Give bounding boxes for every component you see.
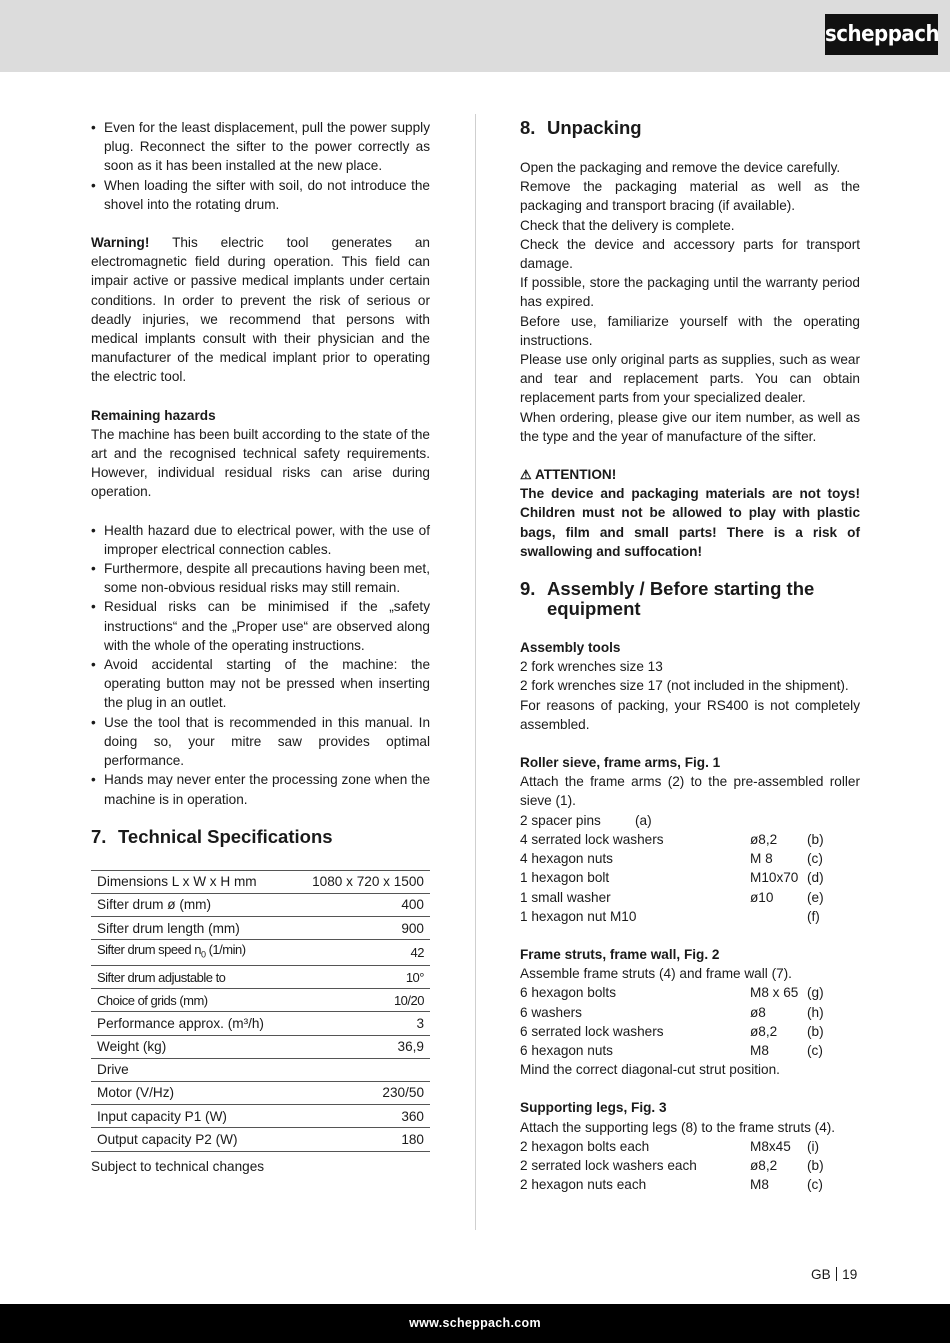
spec-label-text: Output capacity P2 (W) [97,1131,238,1147]
website-url: www.scheppach.com [409,1316,541,1330]
spec-label-text: Dimensions L x W x H mm [97,874,257,890]
table-row [91,966,430,989]
spec-value: 42 [291,940,430,966]
part-ref: (b) [807,831,824,847]
text-line: Before use, familiarize yourself with the operating instructions. [520,313,860,348]
part-size: ø8,2 [750,1157,778,1173]
list-item: • Avoid accidental starting of the machine: the operating button may not be pressed when inserting the plug in an outlet. [91,655,430,713]
page-number [811,1265,857,1284]
page-number-value: 19 [842,1267,858,1282]
table-row [91,1012,430,1035]
part-row [520,830,860,849]
header-bar [0,0,950,72]
spec-label-text: Sifter drum length (mm) [97,920,240,936]
spec-label [91,1082,291,1105]
spec-label-text: Sifter drum adjustable to [97,969,226,985]
spec-label [91,917,291,940]
spec-label-text: Input capacity P1 (W) [97,1108,227,1124]
footer-bar [0,1304,950,1343]
part-name: 6 hexagon nuts [520,1042,613,1058]
part-ref: (e) [807,889,824,905]
list-item: • Use the tool that is recommended in this manual. In doing so, your mitre saw provides optimal performance. [91,713,430,771]
spec-value: 180 [291,1128,430,1151]
part-row [520,983,860,1002]
part-ref: (b) [807,1157,824,1173]
table-row [91,940,430,966]
part-ref: (i) [807,1138,820,1154]
column-divider [475,114,476,1230]
spec-label-text: Sifter drum speed n [97,942,201,958]
text-line: Remove the packaging material as well as the packaging and transport bracing (if available). [520,179,860,214]
spec-value: 10/20 [291,989,430,1012]
safety-bullets [91,118,430,214]
part-row [520,849,860,868]
hazard-bullets [91,521,430,809]
part-row [520,1022,860,1041]
tools-text [520,657,860,734]
list-item: • Hands may never enter the processing zone when the machine is in operation. [91,770,430,808]
table-row [91,989,430,1012]
unpacking-text [520,158,860,446]
part-name: 2 hexagon nuts each [520,1177,647,1193]
assembly-number: 9. [520,578,536,600]
part-cell [520,811,860,830]
frame-title: Frame struts, frame wall, Fig. 2 [520,946,720,962]
spec-label [91,989,291,1012]
part-size [750,907,807,926]
text-line: Please use only original parts as supplies, such as wear and tear and replacement parts. You can obtain replacement parts from your specialized dealer. [520,352,860,406]
part-row [520,888,860,907]
spec-value: 230/50 [291,1082,430,1105]
part-ref: (d) [807,870,824,886]
table-row [91,1128,430,1151]
list-item: • Furthermore, despite all precautions having been met, some non-obvious residual risks may still remain. [91,559,430,597]
part-ref: (h) [807,1004,824,1020]
spec-label-text: Performance approx. (m³/h) [97,1015,264,1031]
part-size: M8 x 65 [750,985,799,1001]
part-name: 6 washers [520,1004,582,1020]
spec-label [91,870,291,893]
spec-table [91,870,430,1152]
part-row [520,868,860,887]
spec-value: 36,9 [291,1035,430,1058]
part-name: 4 serrated lock washers [520,831,664,847]
spec-note: Subject to technical changes [91,1158,265,1174]
list-item: • Health hazard due to electrical power, with the use of improper electrical connection cables. [91,521,430,559]
spec-label [91,1058,291,1081]
assembly-heading [520,579,860,619]
remaining-hazards-text: The machine has been built according to the state of the art and the recognised technical safety requirements. However, individual residual risks can arise during operation. [91,426,430,500]
list-item: • When loading the sifter with soil, do not introduce the shovel into the rotating drum. [91,176,430,214]
spec-value: 360 [291,1105,430,1128]
roller-parts-list [520,811,860,926]
part-ref: (c) [807,1177,823,1193]
part-ref: (g) [807,985,824,1001]
spec-value: 10° [291,966,430,989]
part-row [520,1175,860,1194]
roller-title: Roller sieve, frame arms, Fig. 1 [520,755,721,771]
part-row [520,811,860,830]
text-line: 2 fork wrenches size 13 [520,659,663,675]
unpacking-number: 8. [520,117,536,138]
part-name: 2 hexagon bolts each [520,1138,650,1154]
table-row [91,893,430,916]
spec-label [91,1035,291,1058]
spec-label [91,1012,291,1035]
table-row [91,1058,430,1081]
spec-title: Technical Specifications [118,825,333,847]
part-ref: (a) [635,812,652,828]
part-name: 2 spacer pins [520,812,601,828]
part-size: M8 [750,1042,769,1058]
part-size: ø8,2 [750,831,778,847]
remaining-hazards-title: Remaining hazards [91,407,216,423]
text-line: Check that the delivery is complete. [520,217,735,233]
table-row [91,1105,430,1128]
text-line: When ordering, please give our item number, as well as the type and the year of manufacture of the sifter. [520,409,860,444]
spec-label [91,1128,291,1151]
spec-label [91,1105,291,1128]
text-line: For reasons of packing, your RS400 is not completely assembled. [520,697,860,732]
part-size: ø8,2 [750,1023,778,1039]
text-line: Check the device and accessory parts for transport damage. [520,236,860,272]
part-size: ø10 [750,889,774,905]
warning-paragraph [91,233,430,387]
roller-intro: Attach the frame arms (2) to the pre-assembled roller sieve (1). [520,774,860,809]
part-name: 1 small washer [520,889,611,905]
spec-value: 900 [291,917,430,940]
part-name: 4 hexagon nuts [520,851,613,867]
spec-number: 7. [91,825,107,847]
attention-label: ATTENTION! [534,467,617,483]
legs-parts-list [520,1137,860,1195]
warning-text: This electric tool generates an electromagnetic field during operation. This field can impair active or passive medical implants under certain conditions. In order to prevent the risk of serious or deadly injuries, we recommend that persons with medical implants consult with their physician and the manufacturer of the medical implant prior to operating the electric tool. [91,235,430,385]
part-size: M8x45 [750,1138,791,1154]
attention-text: The device and packaging materials are not toys! Children must not be allowed to play with plastic bags, film and small parts! There is a risk of swallowing and suffocation! [520,486,860,559]
unpacking-heading [520,118,860,138]
part-ref: (b) [807,1023,824,1039]
spec-label-text: Motor (V/Hz) [97,1085,175,1101]
tools-title: Assembly tools [520,640,621,656]
warning-triangle-icon: ⚠ [520,467,532,483]
table-row [91,917,430,940]
part-row [520,1041,860,1060]
part-name: 6 hexagon bolts [520,985,616,1001]
list-item: • Residual risks can be minimised if the „safety instructions“ and the „Proper use“ are observed along with the whole of the operating instructions. [91,597,430,655]
spec-value: 3 [291,1012,430,1035]
text-line: Open the packaging and remove the device carefully. [520,160,841,175]
table-row [91,870,430,893]
spec-value [291,1058,430,1081]
attention-title [520,465,860,484]
part-row [520,1003,860,1022]
spec-label-text: Choice of grids (mm) [97,992,208,1008]
language-code: GB [811,1267,831,1282]
part-name: 1 hexagon bolt [520,870,610,886]
frame-note: Mind the correct diagonal-cut strut position. [520,1062,780,1078]
part-row [520,907,860,926]
spec-label-unit: (1/min) [205,942,246,958]
frame-intro: Assemble frame struts (4) and frame wall (7). [520,966,792,982]
part-name: 1 hexagon nut M10 [520,908,637,924]
assembly-title: Assembly / Before starting the equipment [547,578,815,620]
right-column [520,118,860,1194]
part-row [520,1137,860,1156]
spec-label-text: Weight (kg) [97,1039,167,1055]
part-size: M8 [750,1177,769,1193]
spec-label-text: Drive [97,1062,129,1078]
spec-label-text: Sifter drum ø (mm) [97,897,212,913]
part-name: 2 serrated lock washers each [520,1157,697,1173]
left-column [91,118,430,1176]
text-line: If possible, store the packaging until the warranty period has expired. [520,275,860,310]
spec-value: 400 [291,893,430,916]
frame-parts-list [520,983,860,1060]
spec-heading [91,827,430,847]
text-line: 2 fork wrenches size 17 (not included in the shipment). [520,678,849,694]
part-name: 6 serrated lock washers [520,1023,664,1039]
legs-intro: Attach the supporting legs (8) to the frame struts (4). [520,1119,836,1135]
part-ref: (c) [807,1042,823,1058]
spec-label [91,893,291,916]
list-item: • Even for the least displacement, pull the power supply plug. Reconnect the sifter to the power correctly as soon as it has been installed at the new place. [91,118,430,176]
spec-label [91,940,291,966]
unpacking-title: Unpacking [547,117,642,138]
part-size: M10x70 [750,870,799,886]
part-row [520,1156,860,1175]
spec-label [91,966,291,989]
part-ref: (f) [807,908,820,924]
spec-value: 1080 x 720 x 1500 [291,870,430,893]
legs-title: Supporting legs, Fig. 3 [520,1100,667,1116]
spec-label-subscript: 0 [200,949,206,960]
table-row [91,1082,430,1105]
warning-label: Warning! [91,235,150,251]
part-size: ø8 [750,1004,766,1020]
brand-logo: scheppach [825,14,938,55]
table-row [91,1035,430,1058]
part-ref: (c) [807,851,823,867]
part-size: M 8 [750,851,773,867]
